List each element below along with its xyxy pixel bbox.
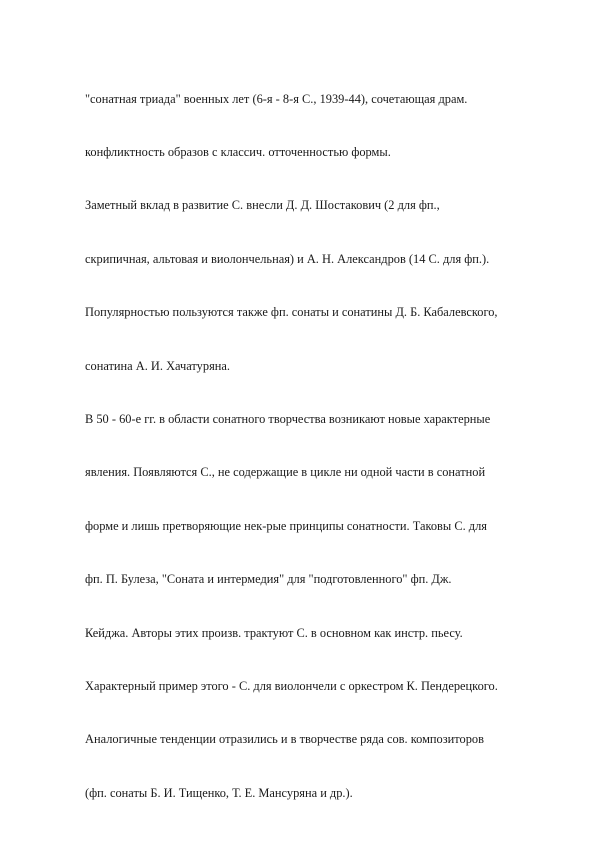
text-line-12: Характерный пример этого - С. для виолончели с оркестром К. Пендерецкого.	[85, 678, 498, 693]
text-line-2: конфликтность образов с классич. отточенностью формы.	[85, 144, 391, 159]
text-line-11: Кейджа. Авторы этих произв. трактуют С. в основном как инстр. пьесу.	[85, 625, 463, 640]
text-line-8: явления. Появляются С., не содержащие в цикле ни одной части в сонатной	[85, 465, 486, 480]
text-line-13: Аналогичные тенденции отразились и в творчестве ряда сов. композиторов	[85, 732, 484, 747]
text-line-7: В 50 - 60-е гг. в области сонатного творчества возникают новые характерные	[85, 411, 491, 426]
text-line-9: форме и лишь претворяющие нек-рые принципы сонатности. Таковы С. для	[85, 518, 487, 533]
text-line-14: (фп. сонаты Б. И. Тищенко, Т. Е. Мансуряна и др.).	[85, 785, 353, 800]
text-line-1: "сонатная триада" военных лет (6-я - 8-я С., 1939-44), сочетающая драм.	[85, 91, 468, 106]
text-line-10: фп. П. Булеза, "Соната и интермедия" для "подготовленного" фп. Дж.	[85, 572, 452, 587]
text-line-5: Популярностью пользуются также фп. сонаты и сонатины Д. Б. Кабалевского,	[85, 305, 498, 320]
text-line-6: сонатина А. И. Хачатуряна.	[85, 358, 230, 373]
body-text	[85, 55, 565, 838]
text-line-3: Заметный вклад в развитие С. внесли Д. Д. Шостакович (2 для фп.,	[85, 198, 440, 213]
text-line-4: скрипичная, альтовая и виолончельная) и А. Н. Александров (14 С. для фп.).	[85, 251, 490, 266]
